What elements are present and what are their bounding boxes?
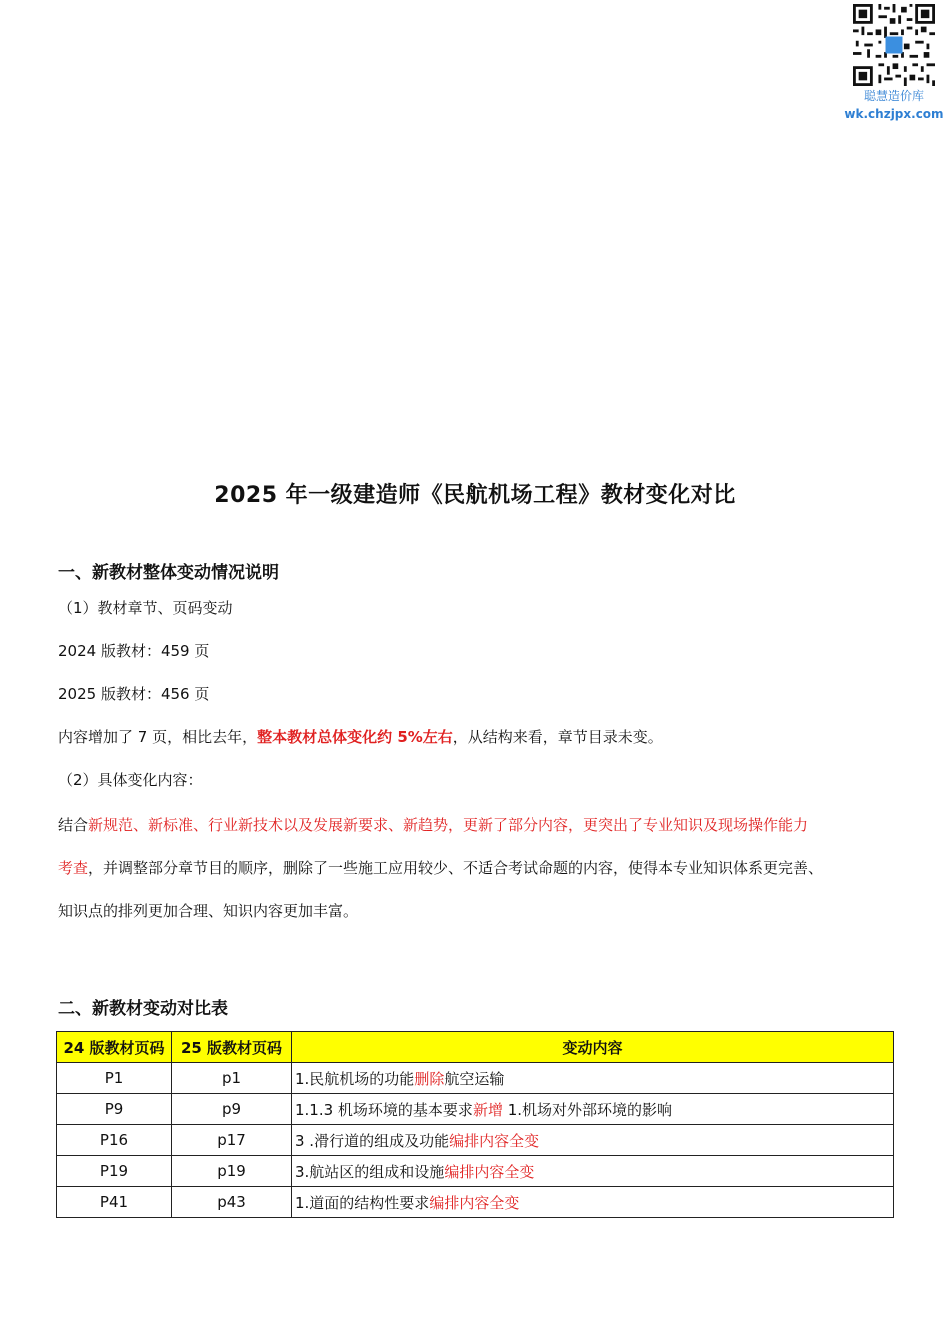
change-content: 1.道面的结构性要求: [295, 1193, 430, 1212]
cell-24-page: P9: [57, 1094, 172, 1125]
brand-block: [844, 4, 944, 124]
detail-red-2: 考查: [58, 859, 89, 877]
header-24-page: 24 版教材页码: [57, 1032, 172, 1063]
detail-post-2: 知识点的排列更加合理、知识内容更加丰富。: [58, 902, 359, 920]
table-row: [57, 1094, 894, 1125]
cell-25-page: p1: [172, 1063, 292, 1094]
summary-pre: 内容增加了 7 页，相比去年，: [58, 728, 258, 746]
page-title: 2025 年一级建造师《民航机场工程》教材变化对比: [214, 483, 736, 508]
cell-change: [292, 1125, 894, 1156]
table-header-row: [57, 1032, 894, 1063]
change-tail: 1.机场对外部环境的影响: [502, 1100, 673, 1119]
change-type: 编排内容全变: [449, 1131, 540, 1150]
cell-25-page: p17: [172, 1125, 292, 1156]
change-tail: 航空运输: [444, 1069, 505, 1088]
table-row: [57, 1187, 894, 1218]
detail-pre: 结合: [58, 816, 89, 834]
table-row: [57, 1063, 894, 1094]
summary-line: [58, 726, 663, 748]
cell-24-page: P19: [57, 1156, 172, 1187]
table-row: [57, 1156, 894, 1187]
change-type: 编排内容全变: [444, 1162, 535, 1181]
cell-24-page: P1: [57, 1063, 172, 1094]
edition-2025-pages: 2025 版教材：456 页: [58, 685, 210, 703]
edition-2024-pages: 2024 版教材：459 页: [58, 642, 210, 660]
change-type: 新增: [472, 1100, 503, 1119]
summary-post: ，从结构来看，章节目录未变。: [452, 728, 663, 746]
cell-24-page: P16: [57, 1125, 172, 1156]
detail-line-2: [58, 857, 898, 900]
header-25-page: 25 版教材页码: [172, 1032, 292, 1063]
cell-25-page: p9: [172, 1094, 292, 1125]
change-content: 3.航站区的组成和设施: [295, 1162, 445, 1181]
detail-line-3: [58, 900, 898, 943]
detail-post-1: ，并调整部分章节目的顺序，删除了一些施工应用较少、不适合考试命题的内容，使得本专业知识体系更完善、: [88, 859, 824, 877]
header-change-content: 变动内容: [292, 1032, 894, 1063]
section1-heading: 一、新教材整体变动情况说明: [58, 563, 279, 583]
section2-heading: 二、新教材变动对比表: [58, 999, 228, 1019]
summary-highlight: 整本教材总体变化约 5%左右: [257, 728, 453, 746]
comparison-table: [56, 1031, 894, 1218]
section1-sub2: （2）具体变化内容：: [58, 771, 203, 789]
change-content: 3 .滑行道的组成及功能: [295, 1131, 450, 1150]
cell-change: [292, 1156, 894, 1187]
qr-center-logo: [886, 37, 903, 54]
cell-25-page: p19: [172, 1156, 292, 1187]
detail-paragraph: [58, 814, 898, 943]
detail-red-1: 新规范、新标准、行业新技术以及发展新要求、新趋势，更新了部分内容，更突出了专业知识及现场操作能力: [88, 816, 809, 834]
cell-25-page: p43: [172, 1187, 292, 1218]
cell-change: [292, 1187, 894, 1218]
cell-24-page: P41: [57, 1187, 172, 1218]
change-content: 1.1.3 机场环境的基本要求: [295, 1100, 473, 1119]
brand-name: 聪慧造价库: [863, 89, 924, 103]
change-content: 1.民航机场的功能: [295, 1069, 415, 1088]
section1-sub1: （1）教材章节、页码变动: [58, 599, 233, 617]
change-type: 编排内容全变: [429, 1193, 520, 1212]
cell-change: [292, 1063, 894, 1094]
change-type: 删除: [414, 1069, 445, 1088]
qr-code-icon: [853, 4, 935, 86]
detail-line-1: [58, 814, 898, 857]
brand-url[interactable]: wk.chzjpx.com: [844, 107, 944, 121]
table-row: [57, 1125, 894, 1156]
cell-change: [292, 1094, 894, 1125]
